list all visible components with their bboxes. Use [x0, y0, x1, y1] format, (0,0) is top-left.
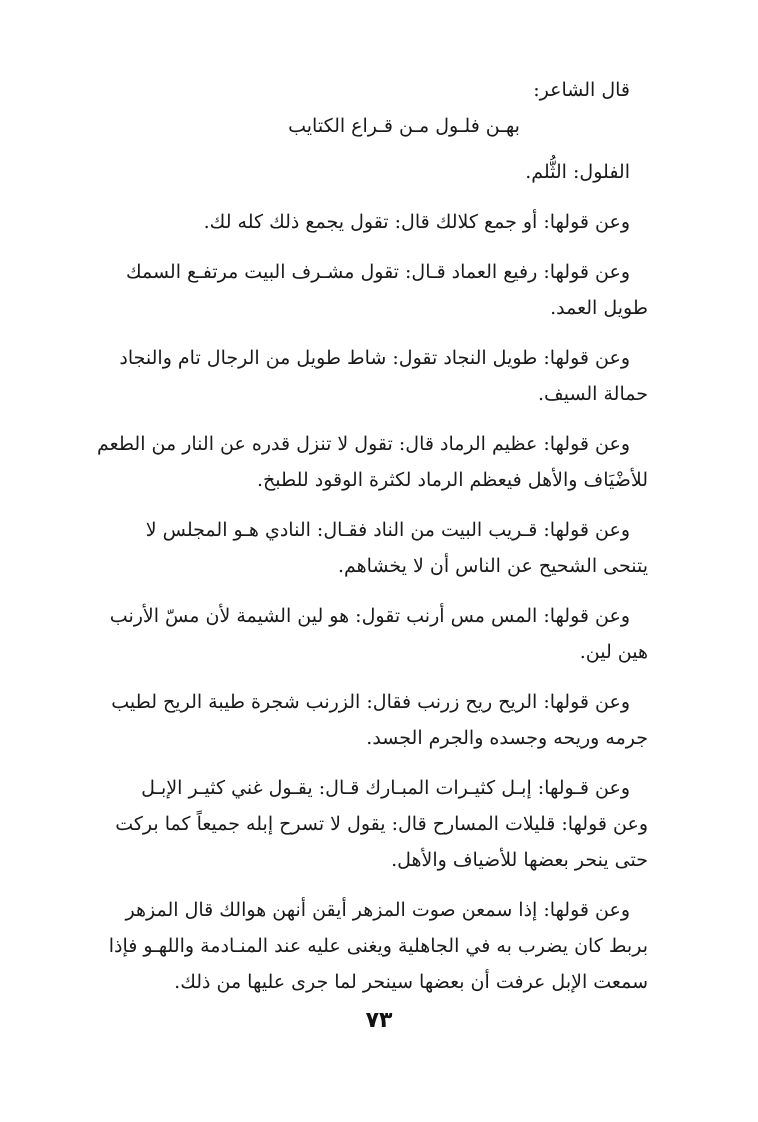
paragraph — [100, 204, 648, 240]
paragraph-line: بربط كان يضرب به في الجاهلية ويغنى عليه عند المنـادمة واللهـو فإذا — [108, 935, 648, 957]
paragraph-line: يتنحى الشحيح عن الناس أن لا يخشاهم. — [337, 555, 648, 577]
paragraph-line: وعن قولها: عظيم الرماد قال: تقول لا تنزل قدره عن النار من الطعم — [97, 433, 630, 455]
verse-line: بهـن فلـول مـن قـراع الكتايب — [288, 115, 520, 137]
paragraph-line: وعن قولها: الريح ريح زرنب فقال: الزرنب شجرة طيبة الريح لطيب — [111, 691, 630, 713]
paragraph-line: الفلول: الثُّلم. — [525, 161, 630, 183]
paragraph-line: وعن قولها: إذا سمعن صوت المزهر أيقن أنهن هوالك قال المزهر — [125, 899, 630, 921]
paragraph — [100, 598, 648, 670]
paragraph-line: سمعت الإبل عرفت أن بعضها سينحر لما جرى عليها من ذلك. — [174, 971, 648, 993]
paragraph-line: وعن قولها: أو جمع كلالك قال: تقول يجمع ذلك كله لك. — [203, 211, 630, 233]
paragraph — [100, 154, 648, 190]
paragraph-line: وعن قـولها: إبـل كثيـرات المبـارك قـال: يقـول غني كثيـر الإبـل — [141, 777, 630, 799]
paragraph — [100, 512, 648, 584]
paragraph-line: وعن قولها: قليلات المسارح قال: يقول لا تسرح إبله جميعاً كما بركت — [115, 813, 648, 835]
page-number: ٧٣ — [365, 1008, 393, 1033]
paragraph-line: حمالة السيف. — [538, 383, 648, 405]
paragraph — [100, 340, 648, 412]
page-body — [97, 72, 648, 1014]
paragraph — [100, 892, 648, 1000]
paragraph — [100, 770, 648, 878]
paragraph — [97, 426, 648, 498]
paragraph-line: وعن قولها: طويل النجاد تقول: شاط طويل من الرجال تام والنجاد — [119, 347, 630, 369]
paragraph-line: جرمه وريحه وجسده والجرم الجسد. — [366, 727, 648, 749]
paragraph-line: حتى ينحر بعضها للأضياف والأهل. — [391, 849, 648, 871]
paragraph — [100, 254, 648, 326]
paragraph-line: طويل العمد. — [550, 297, 648, 319]
paragraph-line: وعن قولها: المس مس أرنب تقول: هو لين الشيمة لأن مسّ الأرنب — [109, 605, 630, 627]
paragraph-line: وعن قولها: قـريب البيت من الناد فقـال: النادي هـو المجلس لا — [145, 519, 630, 541]
paragraph — [100, 684, 648, 756]
paragraph-line: وعن قولها: رفيع العماد قـال: تقول مشـرف البيت مرتفـع السمك — [125, 261, 630, 283]
paragraph-line: هين لين. — [579, 641, 648, 663]
paragraph-line: للأضْيَاف والأهل فيعظم الرماد لكثرة الوقود للطبخ. — [256, 469, 648, 491]
poet-intro: قال الشاعر: — [533, 79, 630, 101]
